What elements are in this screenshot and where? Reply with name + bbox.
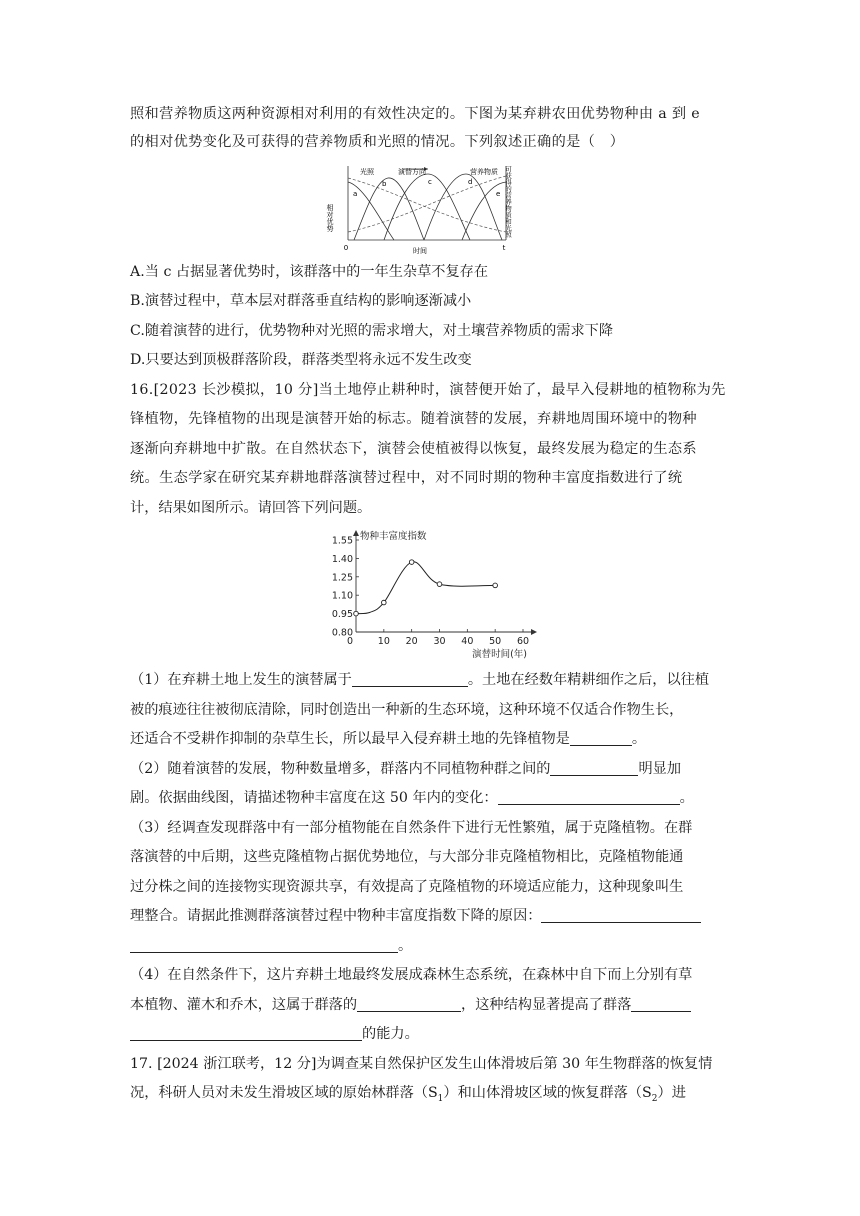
figure1-ylabel: 相对优势 (326, 204, 334, 232)
figure1-direction-label: 演替方向 (398, 168, 426, 176)
part4-line-1: （4）在自然条件下，这片弃耕土地最终发展成森林生态系统，在森林中自下而上分别有草 (130, 967, 693, 983)
part2-text-c: 剧。依据曲线图，请描述物种丰富度在这 50 年内的变化： (130, 790, 498, 806)
option-a: A.当 c 占据显著优势时，该群落中的一年生杂草不复存在 (130, 264, 489, 280)
q17-text-b: ）和山体滑坡区域的恢复群落（S (443, 1085, 652, 1101)
part1-text-b: 。土地在经数年精耕细作之后，以往植 (467, 672, 710, 688)
part1-text-a: （1）在弃耕土地上发生的演替属于 (130, 672, 352, 688)
x-tick-label: 0 (346, 636, 354, 647)
answer-blank-7[interactable] (631, 996, 691, 1012)
figure1-light-label: 光照 (360, 168, 374, 176)
answer-blank-3[interactable] (550, 760, 638, 776)
richness-curve (356, 562, 495, 614)
x-tick-label: 10 (377, 636, 390, 647)
figure1-xlabel: 时间 (413, 247, 427, 255)
part1-text-d: 还适合不受耕作抑制的杂草生长，所以最早入侵弃耕土地的先锋植物是 (130, 731, 570, 747)
q17-line-1: 17. [2024 浙江联考，12 分]为调查某自然保护区发生山体滑坡后第 30 年生物群落的恢复情 (130, 1056, 713, 1072)
part3-text-d: 理整合。请据此推测群落演替过程中物种丰富度指数下降的原因： (130, 908, 542, 924)
y-axis-arrow (353, 530, 359, 536)
figure1-y2label: 可获得的营养物质和光照 (504, 166, 512, 238)
q17-sub-1: 1 (437, 1093, 444, 1104)
y-tick-label: 1.55 (331, 535, 353, 547)
species-a-label: a (353, 190, 358, 198)
q17-line-2 (130, 1083, 686, 1109)
q17-text-a: 况，科研人员对未发生滑坡区域的原始林群落（S (130, 1085, 438, 1101)
answer-blank-2[interactable] (570, 730, 632, 746)
figure1-end: t (502, 244, 506, 252)
answer-blank-5[interactable] (541, 907, 701, 923)
part3-text-e: 。 (398, 938, 413, 954)
x-tick-label: 30 (433, 636, 446, 647)
data-point (437, 582, 442, 587)
q16-line-1: 16.[2023 长沙模拟，10 分]当土地停止耕种时，演替便开始了，最早入侵耕地的植物称为先 (130, 382, 726, 398)
q16-line-2: 锋植物，先锋植物的出现是演替开始的标志。随着演替的发展，弃耕地周围环境中的物种 (130, 411, 697, 427)
species-b-label: b (382, 180, 387, 188)
answer-blank-7-cont[interactable] (130, 1025, 362, 1041)
data-point (354, 611, 359, 616)
q16-line-4: 统。生态学家在研究某弃耕地群落演替过程中，对不同时期的物种丰富度指数进行了统 (130, 470, 683, 486)
figure1-nutrient-label: 营养物质 (470, 168, 498, 176)
species-c-label: c (428, 178, 432, 186)
q16-line-5: 计，结果如图所示。请回答下列问题。 (130, 500, 372, 516)
part3-line-5 (130, 936, 412, 956)
option-c: C.随着演替的进行，优势物种对光照的需求增大，对土壤营养物质的需求下降 (130, 323, 614, 339)
q16-line-3: 逐渐向弃耕地中扩散。在自然状态下，演替会使植被得以恢复，最终发展为稳定的生态系 (130, 441, 697, 457)
q15-text-line-1: 照和营养物质这两种资源相对利用的有效性决定的。下图为某弃耕农田优势物种由 a 到 e (130, 106, 701, 122)
option-b: B.演替过程中，草本层对群落垂直结构的影响逐渐减小 (130, 293, 472, 309)
x-tick-label: 60 (516, 636, 530, 647)
part1-line-1 (130, 670, 709, 690)
part3-line-4 (130, 906, 701, 926)
y-tick-label: 1.25 (331, 572, 353, 584)
q17-sub-2: 2 (651, 1093, 658, 1104)
part4-text-c: ，这种结构显著提高了群落 (461, 997, 632, 1013)
part4-text-b: 本植物、灌木和乔木，这属于群落的 (130, 997, 358, 1013)
q15-text-line-2: 的相对优势变化及可获得的营养物质和光照的情况。下列叙述正确的是（ ） (130, 134, 625, 150)
data-point (493, 583, 498, 588)
x-tick-label: 50 (489, 636, 502, 647)
x-axis-title: 演替时间(年) (472, 649, 527, 660)
part1-text-e: 。 (631, 731, 647, 747)
data-point (409, 560, 414, 565)
part4-line-2 (130, 995, 691, 1015)
species-richness-chart (318, 528, 542, 662)
species-e-label: e (496, 190, 501, 198)
y-tick-label: 0.80 (331, 627, 353, 639)
q17-text-c: ）进 (657, 1085, 686, 1101)
part2-line-1 (130, 759, 681, 779)
y-tick-label: 0.95 (331, 609, 353, 621)
part2-text-a: （2）随着演替的发展，物种数量增多，群落内不同植物种群之间的 (130, 761, 551, 777)
part2-line-2 (130, 788, 694, 808)
part1-line-3 (130, 729, 646, 749)
answer-blank-5-cont[interactable] (130, 937, 398, 953)
part3-line-2: 落演替的中后期，这些克隆植物占据优势地位，与大部分非克隆植物相比，克隆植物能通 (130, 849, 684, 865)
y-tick-label: 1.40 (331, 553, 353, 565)
part4-text-d: 的能力。 (362, 1026, 419, 1042)
answer-blank-4[interactable] (498, 789, 680, 805)
species-d-label: d (468, 178, 473, 186)
x-tick-label: 20 (405, 636, 418, 647)
figure1-origin: 0 (343, 244, 349, 252)
data-point (382, 600, 387, 605)
part1-line-2: 被的痕迹往往被彻底清除，同时创造出一种新的生态环境，这种环境不仅适合作物生长， (130, 702, 684, 718)
succession-dominance-figure (324, 160, 514, 256)
part4-line-3 (130, 1024, 419, 1044)
y-axis-title: 物种丰富度指数 (360, 531, 427, 542)
x-tick-label: 40 (461, 636, 474, 647)
answer-blank-1[interactable] (352, 671, 468, 687)
x-axis-arrow (531, 629, 537, 635)
part2-text-b: 明显加 (638, 761, 682, 777)
option-d: D.只要达到顶极群落阶段，群落类型将永远不发生改变 (130, 352, 472, 368)
part3-line-3: 过分株之间的连接物实现资源共享，有效提高了克隆植物的环境适应能力，这种现象叫生 (130, 879, 684, 895)
part2-text-d: 。 (679, 790, 694, 806)
y-tick-label: 1.10 (331, 590, 353, 602)
part3-line-1: （3）经调查发现群落中有一部分植物能在自然条件下进行无性繁殖，属于克隆植物。在群 (130, 820, 693, 836)
answer-blank-6[interactable] (357, 996, 461, 1012)
